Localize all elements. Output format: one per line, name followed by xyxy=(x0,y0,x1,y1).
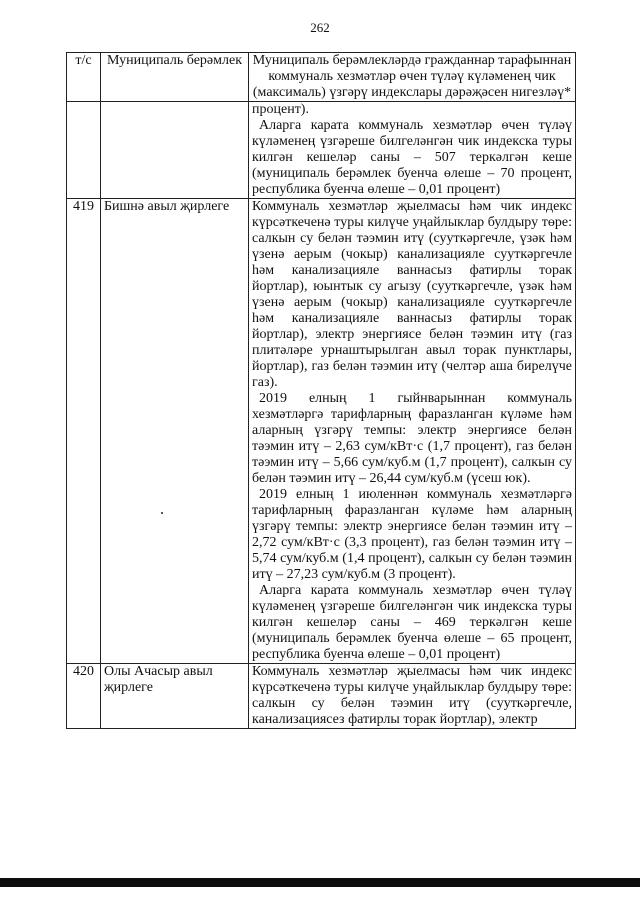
justification-cell xyxy=(249,102,576,199)
table-row xyxy=(67,102,576,199)
justification-paragraph: Коммуналь хезмәтләр җыелмасы һәм чик индекс күрсәткеченә туры килүче уңайлыклар булдыру төре: салкын су белән тәэмин итү (сууткәргечле, үзәк һәм үзенә аерым (чокыр) канализацияле сууткәргечле һәм канализацияле ваннасыз фатирлы торак йортлар), юынтык су агызу (сууткәргечле, үзәк һәм үзенә аерым (чокыр) канализацияле сууткәргечле һәм канализацияле ваннасыз фатирлы торак йортлар), электр энергиясе белән тәэмин итү (газ плитәләре урнаштырылган авыл торак пунктлары, йортлар), газ белән тәэмин итү (челтәр аша бирелүче газ). xyxy=(252,199,572,390)
justification-paragraph: Аларга карата коммуналь хезмәтләр өчен түләү күләменең үзгәреше билгеләнгән чик индекска туры килгән кешеләр саны – 469 теркәлгән кеше (муниципаль берәмлек буенча өлеше – 65 процент, республика буенча өлеше – 0,01 процент) xyxy=(252,583,572,662)
justification-cell xyxy=(249,199,576,664)
justification-paragraph: Коммуналь хезмәтләр җыелмасы һәм чик индекс күрсәткеченә туры килүче уңайлыклар булдыру төре: салкын су белән тәэмин итү (сууткәргечле, канализациясез фатирлы торак йортлар), электр xyxy=(252,664,572,727)
justification-cell xyxy=(249,664,576,729)
justification-paragraph: процент). xyxy=(252,102,309,117)
scan-speck xyxy=(161,512,163,514)
table-row xyxy=(67,199,576,664)
table-header-row xyxy=(67,53,576,102)
row-number: 420 xyxy=(67,664,101,729)
row-number: 419 xyxy=(67,199,101,664)
justification-paragraph: Аларга карата коммуналь хезмәтләр өчен түләү күләменең үзгәреше билгеләнгән чик индекска туры килгән кешеләр саны – 507 теркәлгән кеше (муниципаль берәмлек буенча өлеше – 70 процент, республика буенча өлеше – 0,01 процент) xyxy=(252,118,572,197)
justification-paragraph: 2019 елның 1 июленнән коммуналь хезмәтләргә тарифларның фаразланган күләме һәм аларның үзгәрү темпы: электр энергиясе белән тәэмин итү – 2,72 сум/кВт·с (3,3 процент), газ белән тәэмин итү – 5,74 сум/куб.м (1,4 процент), салкын су белән тәэмин итү – 27,23 сум/куб.м (3 процент). xyxy=(252,487,572,582)
municipality-name: Олы Ачасыр авыл җирлеге xyxy=(101,664,249,729)
header-municipality: Муниципаль берәмлек xyxy=(101,53,249,102)
header-row-number: т/с xyxy=(67,53,101,102)
municipality-name: Бишнә авыл җирлеге xyxy=(101,199,249,664)
row-number xyxy=(67,102,101,199)
municipal-index-table xyxy=(66,52,576,729)
page-number: 262 xyxy=(310,20,330,35)
header-justification: Муниципаль берәмлекләрдә гражданнар тарафыннан коммуналь хезмәтләр өчен түләү күләменең чик (максималь) үзгәрү индекслары дәрәҗәсен нигезләү* xyxy=(249,53,576,102)
justification-paragraph: 2019 елның 1 гыйнварыннан коммуналь хезмәтләргә тарифларның фаразланган күләме һәм аларның үзгәрү темпы: электр энергиясе белән тәэмин итү – 2,63 сум/кВт·с (1,7 процент), газ белән тәэмин итү – 5,66 сум/куб.м (1,7 процент), салкын су белән тәэмин итү – 26,44 сум/куб.м (үсеш юк). xyxy=(252,391,572,486)
table-row xyxy=(67,664,576,729)
scan-bottom-edge xyxy=(0,878,640,887)
municipality-name xyxy=(101,102,249,199)
